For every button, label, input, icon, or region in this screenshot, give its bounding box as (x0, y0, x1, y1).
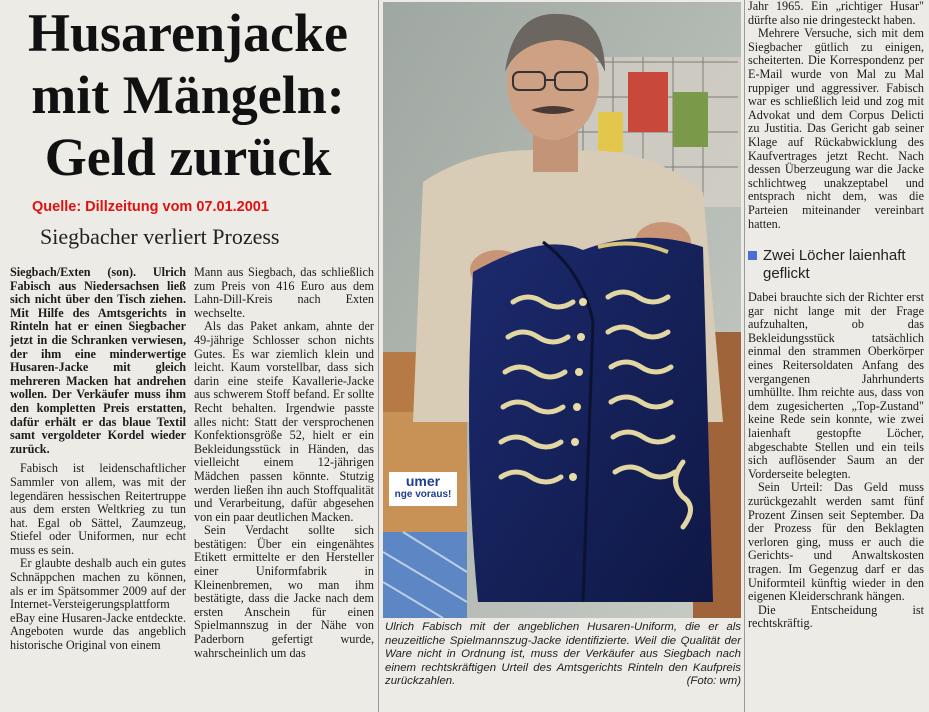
headline-line-3: Geld zurück (44, 127, 332, 187)
column-divider (378, 0, 379, 712)
box-sign (389, 474, 457, 502)
headline (8, 2, 368, 188)
column-divider (744, 0, 745, 712)
photo-caption (385, 621, 741, 689)
caption-text: Ulrich Fabisch mit der angeblichen Husaren-Uniform, die er als neuzeitliche Spielmannszug-Jacke identifizierte. Weil die Qualität der Ware nicht in Ordnung ist, muss der Verkäufer aus Siegbach nach einem rechtskräftigen Urteil des Amtsgerichts Rinteln den Kaufpreis zurückzahlen. (385, 621, 741, 687)
article-column-1 (10, 266, 186, 653)
body-paragraph: Fabisch ist leidenschaftlicher Sammler von allem, was mit der legendären hessischen Reitertruppe aus dem ersten Weltkrieg zu tun hat. Egal ob Sättel, Zaumzeug, Stiefel oder Uniformen, nur echt muss es sein. (10, 461, 186, 557)
body-paragraph: Er glaubte deshalb auch ein gutes Schnäppchen machen zu können, als er im Spätsommer 2009 auf der Internet-Versteigerungsplattform eBay eine Husaren-Jacke entdeckte. Angeboten wurde das angeblich historische Original von einem (10, 556, 186, 653)
headline-line-1: Husarenjacke (28, 3, 348, 63)
lead-paragraph: Siegbach/Exten (son). Ulrich Fabisch aus Niedersachsen ließ sich nicht über den Tisch ziehen. Mit Hilfe des Amtsgerichts in Rinteln hat er einen Siegbacher jetzt in die Schranken verwiesen, der ihm eine minderwertige Husaren-Jacke mit gleich mehreren Macken hat andrehen wollen. Der Verkäufer muss ihm den kompletten Preis erstatten, dafür erhält er das blaue Textil samt vergoldeter Kordel wieder zurück. (10, 265, 186, 456)
body-paragraph: Als das Paket ankam, ahnte der 49-jährige Schlosser schon nichts Gutes. Es war ziemlich klein und leicht. Kaum vorstellbar, dass sich darin eine steife Kavallerie-Jacke aus schwerem Stoff befand. Er sollte Recht behalten. Irgendwie passte alles nicht: Statt der versprochenen Konfektionsgröße 52, hielt er ein Bekleidungsstück in Händen, das vielleicht einem 12-jährigen Mädchen passen könnte. Stutzig werden ließen ihn auch Stoffqualität und Verarbeitung, dafür abgesehen von ein paar deutlichen Macken. (194, 319, 374, 524)
article-column-3 (748, 0, 924, 631)
body-paragraph: Jahr 1965. Ein „richtiger Husar" dürfte also nie dringesteckt haben. (748, 0, 924, 27)
photo-illustration (383, 2, 741, 618)
body-paragraph: Sein Urteil: Das Geld muss zurückgezahlt werden samt fünf Prozent Zinsen seit September. Da der Prozess für den Beklagten verloren ging, muss er auch die Gerichts- und Anwaltskosten tragen. Im Gegenzug darf er das Uniformteil künftig wieder in den eigenen Kleiderschrank hängen. (748, 480, 924, 604)
section-subheading (748, 247, 924, 283)
article-column-2 (194, 266, 374, 660)
body-paragraph: Dabei brauchte sich der Richter erst gar nicht lange mit der Frage aufzuhalten, ob das Bekleidungsstück tatsächlich einmal den strammen Oberkörper eines Reitersoldaten Anfang des vergangenen Jahrhunderts umhüllte. Ihm reichte aus, dass von dem zugesicherten „Top-Zustand" keine Rede sein konnte, wie zwei laienhaft gestopfte Löcher, abgeschabte Stellen und ein teils sich auflösender Saum an der Vorderseite belegten. (748, 290, 924, 481)
photo-credit: (Foto: wm) (686, 675, 741, 687)
article-photo (383, 2, 741, 618)
body-paragraph: Die Entscheidung ist rechtskräftig. (748, 602, 924, 631)
box-sign-top: umer (405, 473, 441, 489)
body-paragraph: Mehrere Versuche, sich mit dem Siegbacher gütlich zu einigen, scheiterten. Die Korrespondenz per E-Mail wurde von Mal zu Mal ruppiger und aggressiver. Fabisch war es schließlich leid und zog mit Advokat und dem Corpus Delicti zu Justitia. Das Gericht gab seiner Klage auf Rückabwicklung des Kaufvertrages jetzt Recht. Nach dessen Überzeugung war die Jacke schlichtweg unakzeptabel und entsprach nicht dem, was die Parteien miteinander vereinbart hatten. (748, 26, 924, 231)
body-paragraph: Mann aus Siegbach, das schließlich zum Preis von 416 Euro aus dem Lahn-Dill-Kreis nach Exten wechselte. (194, 265, 374, 320)
headline-line-2: mit Mängeln: (31, 65, 345, 125)
subheadline: Siegbacher verliert Prozess (40, 224, 280, 249)
square-bullet-icon (748, 251, 757, 260)
section-subheading-text: Zwei Löcher laienhaft geflickt (763, 247, 906, 283)
box-sign-bottom: nge voraus! (394, 489, 452, 500)
body-paragraph: Sein Verdacht sollte sich bestätigen: Über ein eingenähtes Etikett ermittelte er den Hersteller einer Uniformfabrik in Kleinenbremen, wo man ihm bestätigte, dass die Jacke nach dem ersten Anschein für einen Spielmannszug in der Nähe von Paderborn gefertigt wurde, wahrscheinlich um das (194, 523, 374, 660)
source-note: Quelle: Dillzeitung vom 07.01.2001 (32, 199, 269, 215)
